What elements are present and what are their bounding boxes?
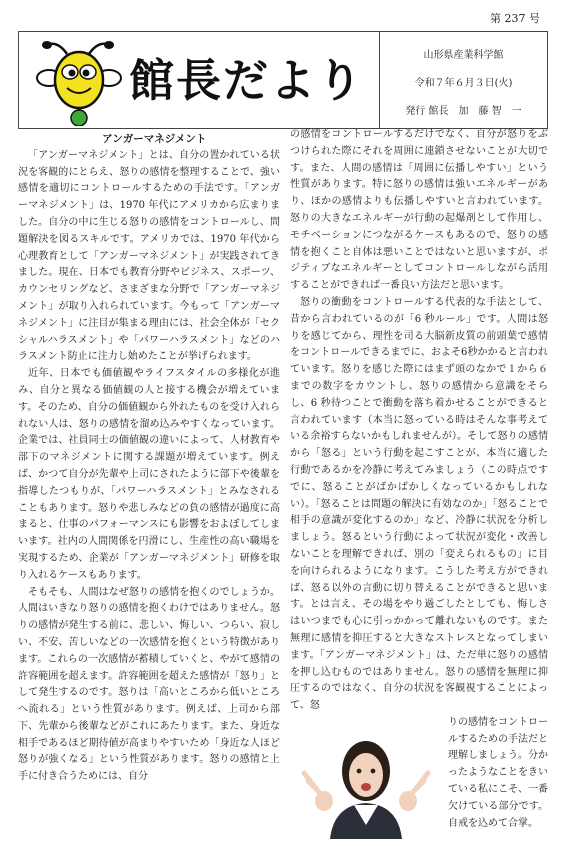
paragraph: そもそも、人間はなぜ怒りの感情を抱くのでしょうか。人間はいきなり怒りの感情を抱くわけではありません。怒りの感情が発生する前に、悲しい、悔しい、つらい、寂しい、不安、苦しいなどの一次感情を抱くという特徴があります。これらの一次感情が蓄積していくと、やがて感情の許容範囲を超えます。許容範囲を超えた感情が「怒り」として発生するのです。怒りは「高いところから低いところへ流れる」という性質があります。例えば、上司から部下、先輩から後輩などがこれにあたります。また、身近な相手であるほど期待値が高まりやすいため「身近な人ほど怒りが強くなる」という性質があります。怒りの感情と上手に付き合うためには、自分	[18, 586, 280, 783]
article-title: アンガーマネジメント	[102, 133, 207, 145]
paragraph: 怒りの衝動をコントロールする代表的な手法として、昔から言われているのが「6 秒ルール」です。人間は怒りを感じてから、理性を司る大脳新皮質の前頭葉で感情をコントロールできるまでに、およそ6秒かかると言われています。怒りを感じた際にはまず頭のなかで１から６までの数字をカウントし、怒りの感情から意識をそらし、6 秒待つことで衝動を落ち着かせることができると言われています（本当に怒っている時はそんな事考えている余裕すらないかもしれませんが）。そして怒りの感情から「怒る」という行動を起こすことが、本当に適した行動であるかを冷静に考えてみましょう（この時点ですでに、怒ることがばかばかしくなっているかもしれない）。「怒ることは問題の解決に有効なのか」「怒ることで相手の意識が変化するのか」など、冷静に状況を分析しましょう。怒るという行動によって状況が変化・改善しないことを理解できれば、別の「変えられるもの」に目を向けられるようになります。こうした考え方ができれば、怒る以外の言動に切り替えることができると思います。とは言え、その場をやり過ごしたとしても、悔しさはいつまでも心に引っかかって離れないものです。また無理に感情を抑圧すると大きなストレスとなってしまいます。「アンガーマネジメント」は、ただ単に怒りの感情を押し込むものではありません。怒りの感情を無理に抑圧するのではなく、自分の状況を客観視することによって、怒	[290, 296, 548, 712]
woman-photo-illustration	[290, 721, 442, 839]
issue-number: 第 237 号	[490, 12, 540, 25]
right-column	[290, 127, 548, 839]
woman-photo	[290, 721, 442, 839]
newsletter-title: 館長だより	[129, 54, 365, 107]
paragraph: の感情をコントロールするだけでなく、自分が怒りをぶつけられた際にそれを周囲に連鎖させないことが大切です。また、人間の感情は「周囲に伝播しやすい」という性質があります。特に怒りの感情は強いエネルギーがあり、ほかの感情よりも伝播しやすいと言われています。怒りの大きなエネルギーが行動の起爆剤として作用し、モチベーションにつながるケースもあるので、怒りの感情を抱くこと自体は悪いことではないと思いますが、ポジティブなエネルギーとしてコントロールしながら活用することができれば一番良い方法だと思います。	[290, 129, 548, 292]
left-column	[18, 131, 280, 786]
paragraph: 「アンガーマネジメント」とは、自分の置かれている状況を客観的にとらえ、怒りの感情を整理することで、強い感情を適切にコントロールするための手法です。「アンガーマネジメント」は、1970 年代にアメリカから広まりました。自分の中に生じる怒りの感情をコントロールし、問題解決を図るスキルです。アメリカでは、1970 年代から心理教育として「アンガーマネジメント」が実践されてきました。現在、日本でも教育分野やビジネス、スポーツ、カウンセリングなど、さまざまな分野で「アンガーマネジメント」が取り入れられています。今もって「アンガーマネジメント」に注目が集まる理由には、社会全体が「セクシャルハラスメント」や「パワーハラスメント」などのハラスメント防止に注力し始めたことが挙げられます。	[18, 149, 280, 363]
publisher-line: 発行 館長 加 藤 智 一	[405, 106, 522, 117]
header-info	[380, 32, 547, 128]
publication-date: 令和７年６月３日(火)	[414, 78, 513, 89]
paragraph: 近年、日本でも価値観やライフスタイルの多様化が進み、自分と異なる価値観の人と接する機会が増えています。そのため、自分の価値観から外れたものを受け入れられない人は、怒りの感情を溜め込みやすくなっています。企業では、社員同士の価値観の違いによって、人材教育や部下のマネジメントに関する課題が増えています。例えば、かつて自分が先輩や上司にされたように部下や後輩を指導したつもりが、「パワーハラスメント」とみなされることもあります。怒りや悲しみなどの負の感情が過度に高まると、仕事のパフォーマンスにも影響をおよぼしてしまいます。社内の人間関係を円滑にし、生産性の高い職場を実現するため、企業が「アンガーマネジメント」研修を取り入れるケースもあります。	[18, 368, 280, 581]
bee-mascot-icon	[33, 36, 125, 126]
closing-text: りの感情をコントロールするための手法だと理解しましょう。分かったようなことをきいている私にこそ、一番欠けている部分です。自戒を込めて合掌。	[448, 716, 548, 829]
newsletter-header	[18, 31, 548, 129]
museum-name: 山形県産業科学館	[423, 50, 504, 61]
